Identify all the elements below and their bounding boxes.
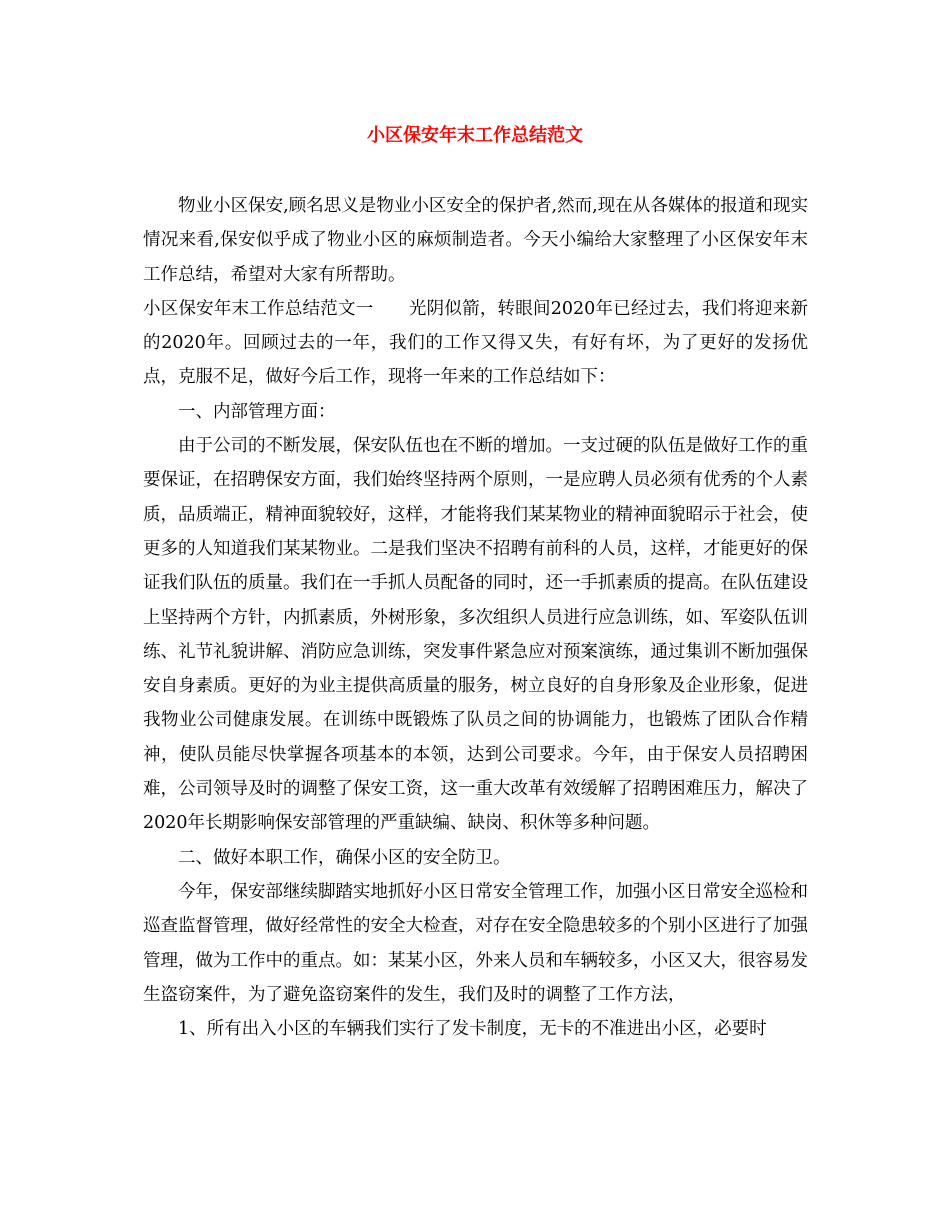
section-heading: 二、做好本职工作，确保小区的安全防卫。	[178, 847, 511, 868]
document-body	[143, 189, 808, 1046]
paragraph: 小区保安年末工作总结范文一 光阴似箭，转眼间2020年已经过去，我们将迎来新的2020年。回顾过去的一年，我们的工作又得又失，有好有坏，为了更好的发扬优点，克服不足，做好今后工作，现将一年来的工作总结如下：	[143, 298, 808, 388]
paragraph: 1、所有出入小区的车辆我们实行了发卡制度，无卡的不准进出小区，必要时	[178, 1019, 767, 1040]
document-title: 小区保安年末工作总结范文	[367, 125, 583, 146]
paragraph: 物业小区保安,顾名思义是物业小区安全的保护者,然而,现在从各媒体的报道和现实情况来看,保安似乎成了物业小区的麻烦制造者。今天小编给大家整理了小区保安年末工作总结，希望对大家有所帮助。	[143, 196, 808, 285]
paragraph: 今年，保安部继续脚踏实地抓好小区日常安全管理工作，加强小区日常安全巡检和巡查监督管理，做好经常性的安全大检查，对存在安全隐患较多的个别小区进行了加强管理，做为工作中的重点。如：某某小区，外来人员和车辆较多，小区又大，很容易发生盗窃案件，为了避免盗窃案件的发生，我们及时的调整了工作方法，	[143, 881, 808, 1005]
paragraph: 由于公司的不断发展，保安队伍也在不断的增加。一支过硬的队伍是做好工作的重要保证，在招聘保安方面，我们始终坚持两个原则，一是应聘人员必须有优秀的个人素质，品质端正，精神面貌较好，这样，才能将我们某某物业的精神面貌昭示于社会，使更多的人知道我们某某物业。二是我们坚决不招聘有前科的人员，这样，才能更好的保证我们队伍的质量。我们在一手抓人员配备的同时，还一手抓素质的提高。在队伍建设上坚持两个方针，内抓素质，外树形象，多次组织人员进行应急训练，如、军姿队伍训练、礼节礼貌讲解、消防应急训练，突发事件紧急应对预案演练，通过集训不断加强保安自身素质。更好的为业主提供高质量的服务，树立良好的自身形象及企业形象，促进我物业公司健康发展。在训练中既锻炼了队员之间的协调能力，也锻炼了团队合作精神，使队员能尽快掌握各项基本的本领，达到公司要求。今年，由于保安人员招聘困难，公司领导及时的调整了保安工资，这一重大改革有效缓解了招聘困难压力，解决了2020年长期影响保安部管理的严重缺编、缺岗、积休等多种问题。	[143, 436, 808, 834]
section-heading: 一、内部管理方面：	[178, 401, 336, 422]
